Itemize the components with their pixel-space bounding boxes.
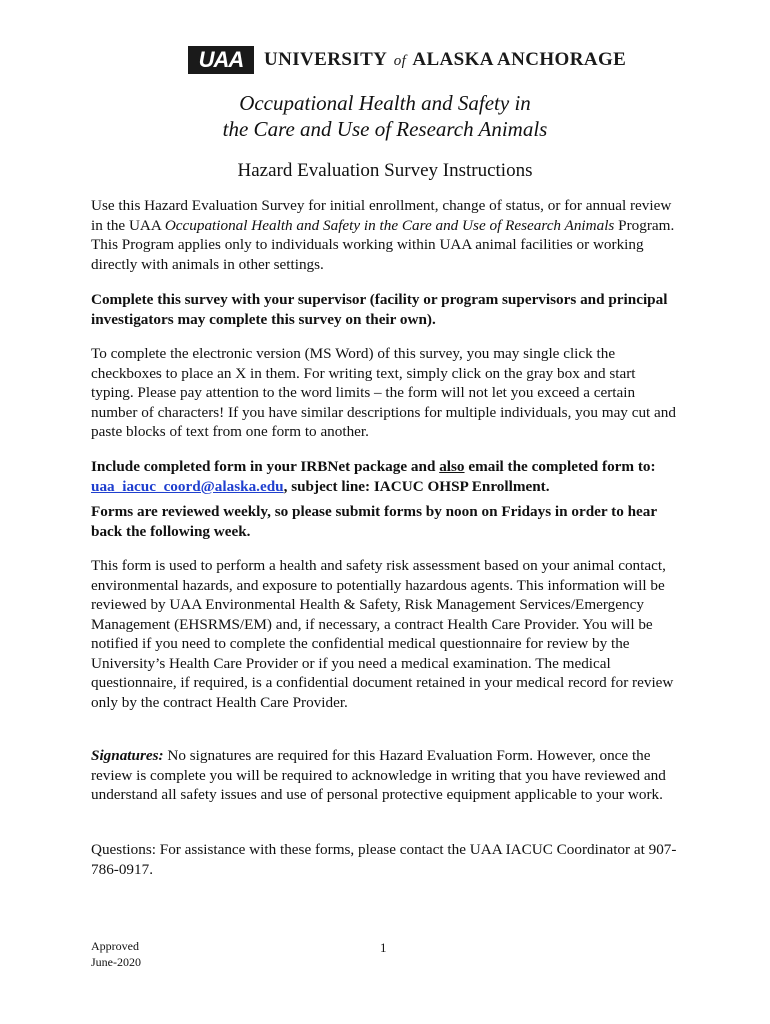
page-number: 1 [380, 940, 387, 955]
intro-paragraph [91, 196, 681, 274]
title-line-2: the Care and Use of Research Animals [222, 117, 548, 141]
intro-part-2: Program. This Program applies only to individuals working within UAA animal facilities or working directly with animals in other settings. [91, 216, 675, 273]
submission-part-1: Include completed form in your IRBNet package and [91, 458, 440, 475]
coordinator-email-link[interactable]: uaa_iacuc_coord@alaska.edu [91, 477, 284, 495]
logo-mark: UAA [188, 46, 254, 74]
submission-note [91, 457, 681, 496]
submission-part-2: email the completed form to: [464, 458, 656, 475]
footer-approved: Approved [91, 939, 139, 953]
title-line-1: Occupational Health and Safety in [239, 91, 531, 115]
document-subtitle: Hazard Evaluation Survey Instructions [237, 160, 533, 181]
signatures-paragraph [91, 746, 681, 805]
submission-part-3: , subject line: IACUC OHSP Enrollment. [283, 477, 550, 495]
uaa-logo [188, 46, 626, 74]
questions-paragraph: Questions: For assistance with these forms, please contact the UAA IACUC Coordinator at 907-786-0917. [91, 841, 677, 878]
logo-of: of [393, 53, 407, 69]
footer-approval [91, 938, 141, 970]
document-title [0, 90, 770, 142]
logo-campus: ALASKA ANCHORAGE [412, 49, 627, 70]
signatures-text: No signatures are required for this Hazard Evaluation Form. However, once the review is complete you will be required to acknowledge in writing that you have reviewed and understand all safety issues and use of personal protective equipment applicable to your work. [91, 747, 666, 803]
weekly-review-note: Forms are reviewed weekly, so please submit forms by noon on Fridays in order to hear back the following week. [91, 503, 657, 540]
intro-part-1: Use this Hazard Evaluation Survey for initial enrollment, change of status, or for annual review in the UAA [91, 197, 672, 234]
electronic-instructions: To complete the electronic version (MS Word) of this survey, you may single click the checkboxes to place an X in them. For writing text, simply click on the gray box and start typing. Please pay attention to the word limits – the form will not let you exceed a certain number of characters! If you have similar descriptions for multiple individuals, you may cut and paste blocks of text from one form to another. [91, 345, 676, 440]
logo-wordmark [264, 49, 626, 71]
footer-date: June-2020 [91, 955, 141, 969]
purpose-paragraph: This form is used to perform a health and safety risk assessment based on your animal contact, environmental hazards, and exposure to potentially hazardous agents. This information will be reviewed by UAA Environmental Health & Safety, Risk Management Services/Emergency Management (EHSRMS/EM) and, if necessary, a contract Health Care Provider. You will be notified if you need to complete the confidential medical questionnaire for review by the University’s Health Care Provider or if you need a medical examination. The medical questionnaire, if required, is a confidential document retained in your medical record for review only by the contract Health Care Provider. [91, 557, 674, 711]
intro-program-name: Occupational Health and Safety in the Care and Use of Research Animals [164, 216, 615, 234]
signatures-label: Signatures: [91, 747, 164, 764]
logo-university: UNIVERSITY [264, 49, 387, 70]
submission-also: also [439, 458, 465, 475]
supervisor-note: Complete this survey with your supervisor (facility or program supervisors and principal investigators may complete this survey on their own). [91, 291, 668, 328]
